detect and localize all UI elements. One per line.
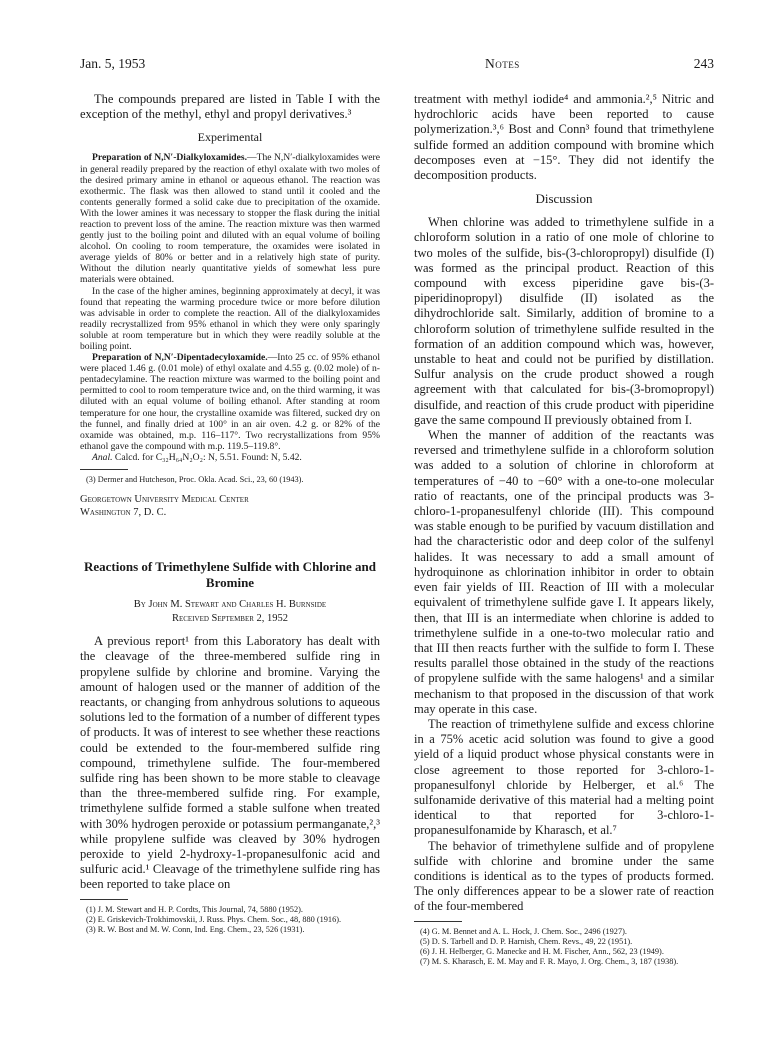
analysis-line bbox=[80, 452, 380, 463]
footnote-rule-3 bbox=[414, 921, 462, 922]
footnote-2: (2) E. Griskevich-Trokhimovskii, J. Russ. Phys. Chem. Soc., 48, 880 (1916). bbox=[86, 914, 342, 924]
footnote-3: (3) Dermer and Hutcheson, Proc. Okla. Acad. Sci., 23, 60 (1943). bbox=[86, 475, 304, 485]
footnote-4: (4) G. M. Bennet and A. L. Hock, J. Chem. Soc., 2496 (1927). bbox=[420, 926, 627, 936]
page-number: 243 bbox=[693, 56, 714, 71]
issue-date: Jan. 5, 1953 bbox=[80, 56, 146, 71]
discussion-heading: Discussion bbox=[535, 191, 593, 207]
prep1-paragraph bbox=[80, 152, 380, 285]
analysis-label: Anal. bbox=[92, 451, 113, 463]
intro-paragraph: The compounds prepared are listed in Table I with the exception of the methyl, ethyl and propyl derivatives.³ bbox=[80, 92, 380, 122]
footnote-6: (6) J. H. Helberger, G. Manecke and H. M. Fischer, Ann., 562, 23 (1949). bbox=[420, 946, 664, 956]
right-column bbox=[414, 92, 714, 1022]
left-column bbox=[80, 92, 380, 1022]
analysis-text: Calcd. for C₃₂H₆₄N₂O₂: N, 5.51. Found: N, 5.42. bbox=[112, 451, 302, 463]
discussion-paragraph-2: When the manner of addition of the reactants was reversed and trimethylene sulfide in a chloroform solution was added to a solution of chlorine in chloroform at temperatures of −40 to −60° with a one-to-one molecular ratio of reactants, one of the principal products was 3-chloro-1-propanesulfenyl chloride (III). This compound was stable enough to be purified by vacuum distillation and had the characteristic odor and deep color of the sulfenyl halides. It was necessary to add a small amount of hydroquinone as chlorination inhibitor in order to obtain even fair yields of III. Reaction of III with a molecular equivalent of trimethylene sulfide gave I. It appears likely, then, that III is an intermediate when chlorine is added to trimethylene sulfide in a one-to-two molecular ratio and that III then reacts further with the sulfide to form I. These results parallel those obtained in the study of the reactions of propylene sulfide with the same halogens¹ and a similar mechanism to that proposed in the discussion of that work may operate in this case. bbox=[414, 428, 714, 716]
prep2-paragraph bbox=[80, 352, 380, 452]
prep2-runin: Preparation of N,N′-Dipentadecyloxamide. bbox=[92, 352, 268, 364]
received-date: Received September 2, 1952 bbox=[171, 613, 289, 625]
prep1-paragraph-2: In the case of the higher amines, beginning approximately at decyl, it was found that repeating the warming procedure twice or more before dilution was advisable in order to complete the reaction. All of the dialkyloxamides readily recrystallized from 95% ethanol in which they were only sparingly soluble at room temperature but in which they were readily soluble at the boiling point. bbox=[80, 285, 380, 352]
affiliation bbox=[80, 493, 380, 519]
article-title: Reactions of Trimethylene Sulfide with Chlorine and Bromine bbox=[83, 559, 377, 591]
continuation-paragraph: treatment with methyl iodide⁴ and ammonia.²,⁵ Nitric and hydrochloric acids have been reported to cause polymerization.³,⁶ Bost and Conn³ found that trimethylene sulfide formed an addition compound with bromine which decomposes even at −15°. They did not identify the decomposition products. bbox=[414, 92, 714, 183]
prep1-text: —The N,N′-dialkyloxamides were in general readily prepared by the reaction of ethyl oxalate with two moles of the desired primary amine in ethanol or aqueous ethanol. The reaction was exothermic. The flask was then allowed to stand until it cooled and the contents generally formed a solid cake due to precipitation of the oxamide. With the lower amines it was necessary to stopper the flask during the initial reaction to prevent loss of the amine. The reaction mixture was then warmed gently just to the boiling point and diluted with an equal volume of boiling alcohol. On cooling to room temperature, the oxamides were isolated in average yields of 80% or better and in a relatively high state of purity. Without the dilution nearly quantitative yields of somewhat less pure materials were obtained. bbox=[80, 152, 380, 286]
footnote-1: (1) J. M. Stewart and H. P. Cordts, This Journal, 74, 5880 (1952). bbox=[86, 904, 303, 914]
footnote-5: (5) D. S. Tarbell and D. P. Harnish, Chem. Revs., 49, 22 (1951). bbox=[420, 936, 633, 946]
prep1-runin: Preparation of N,N′-Dialkyloxamides. bbox=[92, 152, 248, 164]
article-byline: By John M. Stewart and Charles H. Burnside bbox=[133, 599, 327, 611]
body-paragraph: A previous report¹ from this Laboratory has dealt with the cleavage of the three-membered sulfide ring in propylene sulfide by chlorine and bromine. Varying the amount of halogen used or the manner of addition of the reactants, or changing from anhydrous solutions to aqueous solutions led to the formation of a number of different types of products. It was of interest to see whether these reactions could be extended to the four-membered sulfide ring compound, trimethylene sulfide. The four-membered sulfide ring has been shown to be more stable to cleavage than the three-membered sulfide ring. For example, trimethylene sulfide formed a stable sulfone when treated with 30% hydrogen peroxide or potassium permanganate,²,³ while propylene sulfide was cleaved by 30% hydrogen peroxide to yield 2-hydroxy-1-propanesulfonic acid and sulfuric acid.¹ Cleavage of the trimethylene sulfide ring has been reported to take place on bbox=[80, 634, 380, 892]
prep2-text: —Into 25 cc. of 95% ethanol were placed 1.46 g. (0.01 mole) of ethyl oxalate and 4.55 g. (0.02 mole) of n-pentadecylamine. The reaction mixture was warmed to the boiling point and permitted to cool to room temperature twice and, on the third warming, it was diluted with an equal volume of boiling ethanol. After standing at room temperature for one hour, the crystalline oxamide was filtered, sucked dry on the funnel, and finally dried at 100° in an air oven. 4.2 g. or 82% of the oxamide was obtained, m.p. 116–117°. Two recrystallizations from 95% ethanol gave the compound with m.p. 119.5–119.8°. bbox=[80, 352, 380, 452]
footnote-3b: (3) R. W. Bost and M. W. Conn, Ind. Eng. Chem., 23, 526 (1931). bbox=[86, 925, 305, 935]
experimental-heading: Experimental bbox=[197, 130, 263, 145]
affiliation-line-1: Georgetown University Medical Center bbox=[80, 494, 249, 506]
discussion-paragraph-4: The behavior of trimethylene sulfide and of propylene sulfide with chlorine and bromine under the same conditions is identical as to the types of products formed. The only differences appear to be a slower rate of reaction of the four-membered bbox=[414, 838, 714, 914]
footnote-7: (7) M. S. Kharasch, E. M. May and F. R. Mayo, J. Org. Chem., 3, 187 (1938). bbox=[420, 957, 679, 967]
discussion-paragraph-3: The reaction of trimethylene sulfide and excess chlorine in a 75% acetic acid solution was found to give a good yield of a liquid product whose physical constants were in close agreement to those reported for 3-chloro-1-propanesulfonyl chloride by Helberger, et al.⁶ The sulfonamide derivative of this material had a melting point identical to that reported for 3-chloro-1-propanesulfonamide by Kharasch, et al.⁷ bbox=[414, 716, 714, 838]
discussion-paragraph-1: When chlorine was added to trimethylene sulfide in a chloroform solution in a ratio of one mole of chlorine to two moles of the sulfide, bis-(3-chloropropyl) disulfide (I) was formed as the principal product. Reaction of this compound with excess piperidine gave bis-(3-piperidinopropyl) disulfide (II) isolated as the dihydrochloride salt. Similarly, addition of bromine to a chloroform solution of trimethylene sulfide resulted in the formation of an addition compound which was, however, unstable to heat and could not be purified by distillation. Sulfur analysis on the crude product showed a rough agreement with that calculated for bis-(3-bromopropyl) disulfide, and reaction of this crude product with piperidine gave the same compound II previously obtained from I. bbox=[414, 215, 714, 427]
affiliation-line-2: Washington 7, D. C. bbox=[80, 507, 167, 519]
footnote-rule-2 bbox=[80, 899, 128, 900]
footnote-rule bbox=[80, 469, 128, 470]
running-head bbox=[80, 56, 714, 74]
section-title: Notes bbox=[485, 56, 520, 71]
